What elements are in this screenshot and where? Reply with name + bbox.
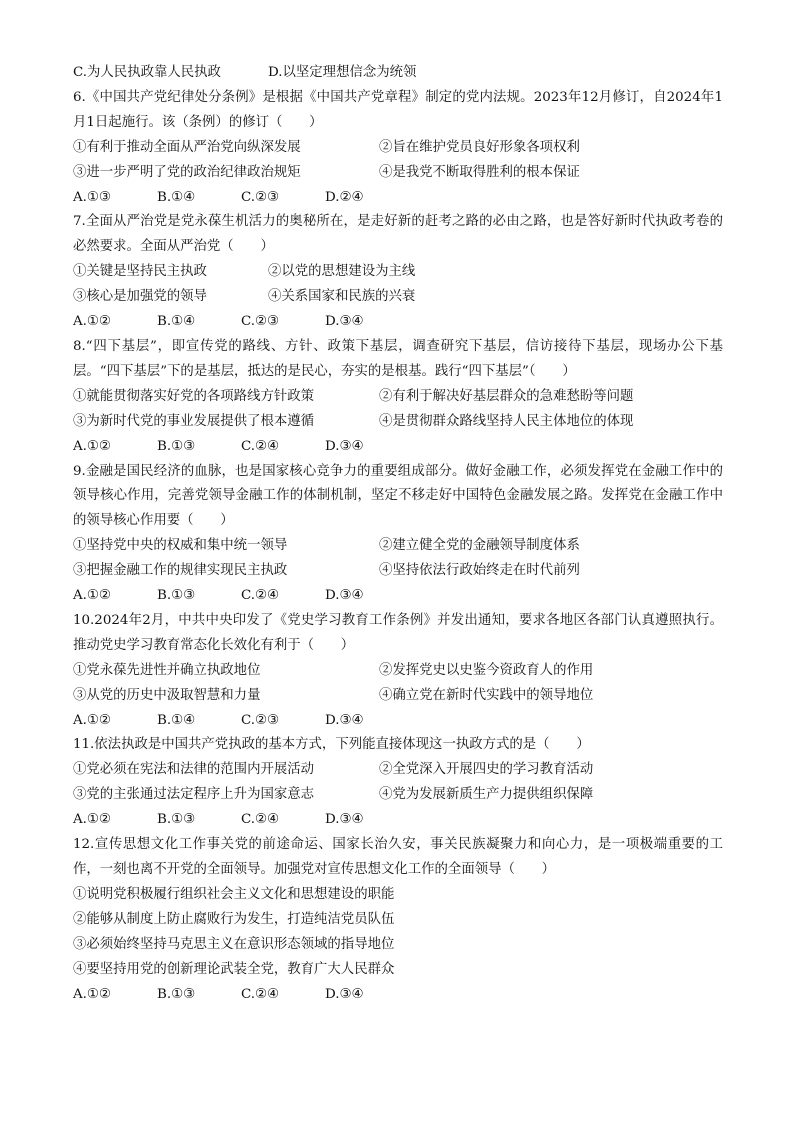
carryover-options: [73, 61, 723, 86]
question-stem: 6.《中国共产党纪律处分条例》是根据《中国共产党章程》制定的党内法规。2023年12月修订，自2024年1月1日起施行。该（条例）的修订（ ）: [73, 89, 723, 130]
answer-option: B.①③: [157, 438, 196, 454]
answer-option: C.②③: [241, 189, 280, 205]
answer-option: A.①②: [73, 314, 111, 330]
item-row: [73, 758, 723, 783]
question-stem: 12.宣传思想文化工作事关党的前途命运、国家长治久安，事关民族凝聚力和向心力，是一项极端重要的工作，一刻也离不开党的全面领导。加强党对宣传思想文化工作的全面领导（ ）: [73, 837, 723, 877]
answer-row: [73, 435, 723, 460]
statement-item: ③必须始终坚持马克思主义在意识形态领域的指导地位: [73, 936, 395, 952]
answer-option: A.①②: [73, 438, 111, 454]
item-row: [73, 684, 723, 709]
statement-item: ③进一步严明了党的政治纪律政治规矩: [73, 164, 301, 180]
answer-option: D.③④: [325, 712, 364, 728]
answer-option: D.③④: [325, 314, 364, 330]
answer-option: D.③④: [325, 438, 364, 454]
item-row: [73, 136, 723, 161]
answer-option: C.②③: [241, 314, 280, 330]
question-10: [73, 609, 723, 734]
answer-option: A.①②: [73, 986, 111, 1002]
answer-option: D.③④: [325, 588, 364, 604]
answer-option: A.①②: [73, 812, 111, 828]
answer-option: A.①②: [73, 588, 111, 604]
question-stem: 11.依法执政是中国共产党执政的基本方式，下列能直接体现这一执政方式的是（ ）: [73, 737, 590, 753]
statement-item: ①关键是坚持民主执政: [73, 264, 207, 280]
item-row: [73, 659, 723, 684]
question-9: [73, 460, 723, 609]
item-row: [73, 559, 723, 584]
answer-option: C.②④: [241, 812, 280, 828]
answer-row: [73, 808, 723, 833]
statement-item: ①党永葆先进性并确立执政地位: [73, 662, 261, 678]
answer-option: B.①④: [157, 314, 196, 330]
statement-item: ④是我党不断取得胜利的根本保证: [379, 164, 580, 180]
answer-option: B.①④: [157, 189, 196, 205]
statement-item: ②有利于解决好基层群众的急难愁盼等问题: [379, 388, 634, 404]
question-6: [73, 86, 723, 211]
answer-option: C.②③: [241, 712, 280, 728]
statement-item: ③党的主张通过法定程序上升为国家意志: [73, 787, 315, 803]
answer-option: B.①③: [157, 986, 196, 1002]
question-8: [73, 335, 723, 460]
answer-option: B.①④: [157, 712, 196, 728]
statement-item: ②建立健全党的金融领导制度体系: [379, 538, 580, 554]
answer-row: [73, 584, 723, 609]
item-row: [73, 161, 723, 186]
question-list: [73, 61, 723, 1007]
statement-item: ①有利于推动全面从严治党向纵深发展: [73, 139, 301, 155]
answer-option: D.③④: [325, 986, 364, 1002]
item-row: [73, 260, 723, 285]
statement-item: ②全党深入开展四史的学习教育活动: [379, 762, 594, 778]
statement-item: ①就能贯彻落实好党的各项路线方针政策: [73, 388, 315, 404]
statement-item: ③为新时代党的事业发展提供了根本遵循: [73, 413, 315, 429]
answer-option: B.①③: [157, 588, 196, 604]
answer-option: C.②④: [241, 986, 280, 1002]
answer-option: C.②④: [241, 438, 280, 454]
question-stem: 8.“四下基层”，即宣传党的路线、方针、政策下基层，调查研究下基层，信访接待下基层，现场办公下基层。“四下基层”下的是基层，抵达的是民心，夯实的是根基。践行“四下基层”（ ）: [73, 338, 723, 379]
question-stem: 7.全面从严治党是党永葆生机活力的奥秘所在，是走好新的赶考之路的必由之路，也是答好新时代执政考卷的必然要求。全面从严治党（ ）: [73, 214, 723, 255]
answer-row: [73, 186, 723, 211]
question-stem: 10.2024年2月，中共中央印发了《党史学习教育工作条例》并发出通知，要求各地区各部门认真遵照执行。推动党史学习教育常态化长效化有利于（ ）: [73, 612, 723, 653]
answer-row: [73, 983, 723, 1008]
answer-option: D.③④: [325, 812, 364, 828]
item-row: [73, 410, 723, 435]
item-row: [73, 385, 723, 410]
statement-item: ①坚持党中央的权威和集中统一领导: [73, 538, 288, 554]
answer-option: B.①③: [157, 812, 196, 828]
question-stem: 9.金融是国民经济的血脉，也是国家核心竞争力的重要组成部分。做好金融工作，必须发挥党在金融工作中的领导核心作用，完善党领导金融工作的体制机制，坚定不移走好中国特色金融发展之路。发挥党在金融工作中的领导核心作用要（ ）: [73, 463, 723, 529]
question-12: [73, 833, 723, 1007]
answer-option: A.①③: [73, 189, 111, 205]
item-row: [73, 534, 723, 559]
statement-item: ④关系国家和民族的兴衰: [268, 289, 416, 305]
statement-item: ①党必须在宪法和法律的范围内开展活动: [73, 762, 315, 778]
question-11: [73, 733, 723, 833]
option-c: C.为人民执政靠人民执政: [73, 65, 221, 80]
statement-item: ④确立党在新时代实践中的领导地位: [379, 687, 594, 703]
option-d: D.以坚定理想信念为统领: [268, 65, 417, 80]
question-7: [73, 210, 723, 335]
statement-item: ④是贯彻群众路线坚持人民主体地位的体现: [379, 413, 634, 429]
statement-item: ③核心是加强党的领导: [73, 289, 207, 305]
statement-item: ④要坚持用党的创新理论武装全党，教育广大人民群众: [73, 961, 395, 977]
statement-item: ③把握金融工作的规律实现民主执政: [73, 563, 288, 579]
answer-option: A.①②: [73, 712, 111, 728]
statement-item: ②旨在维护党员良好形象各项权利: [379, 139, 580, 155]
item-row: [73, 285, 723, 310]
statement-item: ④党为发展新质生产力提供组织保障: [379, 787, 594, 803]
statement-item: ②能够从制度上防止腐败行为发生，打造纯洁党员队伍: [73, 911, 395, 927]
answer-option: C.②④: [241, 588, 280, 604]
item-row: [73, 783, 723, 808]
statement-item: ④坚持依法行政始终走在时代前列: [379, 563, 580, 579]
statement-item: ②以党的思想建设为主线: [268, 264, 416, 280]
statement-item: ①说明党积极履行组织社会主义文化和思想建设的职能: [73, 886, 395, 902]
answer-row: [73, 709, 723, 734]
statement-item: ②发挥党史以史鉴今资政育人的作用: [379, 662, 594, 678]
answer-option: D.②④: [325, 189, 364, 205]
statement-item: ③从党的历史中汲取智慧和力量: [73, 687, 261, 703]
answer-row: [73, 310, 723, 335]
